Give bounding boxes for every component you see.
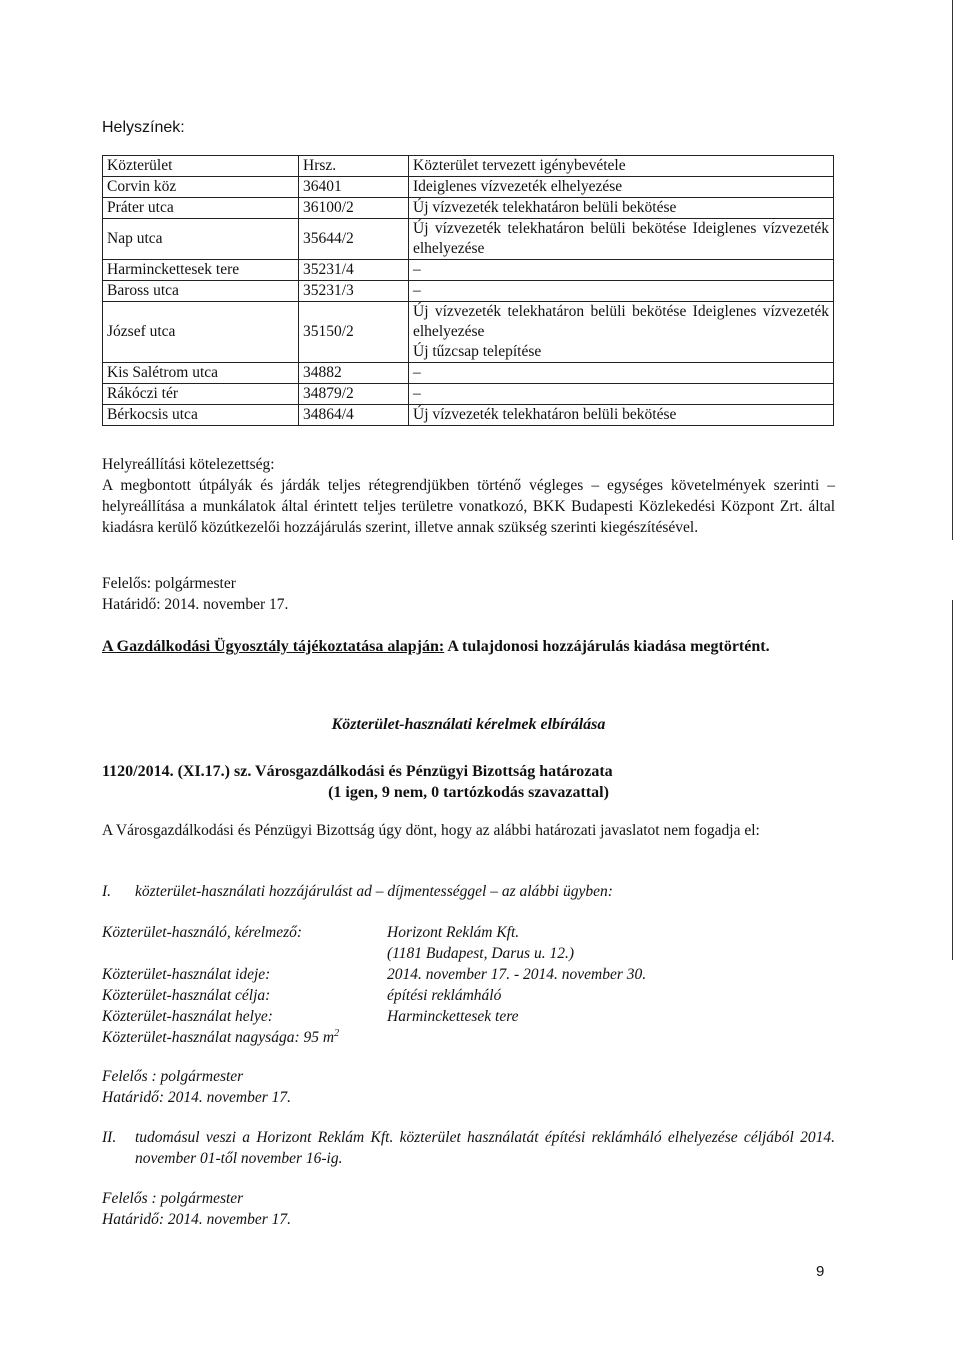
table-row xyxy=(103,405,834,426)
point-2-text: tudomásul veszi a Horizont Reklám Kft. közterület használatát építési reklámháló elhelyezése céljából 2014. november 01-től november 16-ig. xyxy=(135,1129,835,1167)
page-number: 9 xyxy=(816,1263,825,1280)
resolution-number: 1120/2014. (XI.17.) xyxy=(102,763,230,780)
planned-use-line: – xyxy=(413,261,421,278)
street-cell: Baross utca xyxy=(103,281,299,302)
deadline-1: Határidő: 2014. november 17. xyxy=(102,596,289,613)
table-row xyxy=(103,302,834,363)
size-text: Közterület-használat nagysága: 95 m xyxy=(102,1029,335,1046)
table-row xyxy=(103,177,834,198)
planned-use-line: Új vízvezeték telekhatáron belüli bekötése Ideiglenes vízvezeték elhelyezése xyxy=(413,220,829,257)
street-cell: József utca xyxy=(103,302,299,363)
planned-use-line: Új vízvezeték telekhatáron belüli bekötése Ideiglenes vízvezeték elhelyezése xyxy=(413,303,829,340)
resolution-line-1 xyxy=(102,761,613,782)
section-title: Közterület-használati kérelmek elbírálása xyxy=(331,716,606,733)
hrsz-cell: 35231/4 xyxy=(299,260,409,281)
table-header-row xyxy=(103,156,834,177)
table-row xyxy=(103,363,834,384)
applicant-label: Közterület-használó, kérelmező: xyxy=(102,924,303,941)
page-edge-line xyxy=(952,0,953,540)
responsible-1: Felelős: polgármester xyxy=(102,575,236,592)
planned-use-line: Új vízvezeték telekhatáron belüli bekötése xyxy=(413,406,677,423)
table-row xyxy=(103,198,834,219)
hrsz-cell: 35644/2 xyxy=(299,219,409,260)
street-cell: Harminckettesek tere xyxy=(103,260,299,281)
hrsz-cell: 35231/3 xyxy=(299,281,409,302)
responsible-3: Felelős : polgármester xyxy=(102,1190,244,1207)
resolution-title: sz. Városgazdálkodási és Pénzügyi Bizottság határozata xyxy=(230,763,613,780)
table-row xyxy=(103,384,834,405)
street-cell: Corvin köz xyxy=(103,177,299,198)
street-cell: Práter utca xyxy=(103,198,299,219)
page-edge-line xyxy=(952,600,953,960)
locations-title: Helyszínek: xyxy=(102,119,185,136)
planned-use-cell xyxy=(409,260,834,281)
planned-use-line: – xyxy=(413,282,421,299)
place-value: Harminckettesek tere xyxy=(387,1008,519,1025)
table-header-cell: Közterület tervezett igénybevétele xyxy=(409,156,834,177)
responsible-2: Felelős : polgármester xyxy=(102,1068,244,1085)
info-underlined: A Gazdálkodási Ügyosztály tájékoztatása alapján: xyxy=(102,638,445,655)
size-label xyxy=(102,1027,339,1048)
street-cell: Kis Salétrom utca xyxy=(103,363,299,384)
planned-use-cell xyxy=(409,405,834,426)
place-label: Közterület-használat helye: xyxy=(102,1008,273,1025)
planned-use-cell xyxy=(409,302,834,363)
time-value: 2014. november 17. - 2014. november 30. xyxy=(387,966,647,983)
applicant-address: (1181 Budapest, Darus u. 12.) xyxy=(387,945,574,962)
street-cell: Rákóczi tér xyxy=(103,384,299,405)
restoration-text: A megbontott útpályák és járdák teljes rétegrendjükben történő végleges – egységes követelmények szerinti – helyreállítása a munkálatok által érintett teljes területre vonatkozó, BKK Budapesti Közlekedési Központ Zrt. által kiadásra kerülő közútkezelői hozzájárulás szerint, illetve annak szükség szerinti kiegészítésével. xyxy=(102,477,835,536)
hrsz-cell: 34864/4 xyxy=(299,405,409,426)
table-row xyxy=(103,281,834,302)
restoration-heading: Helyreállítási kötelezettség: xyxy=(102,456,275,473)
info-rest: A tulajdonosi hozzájárulás kiadása megtörtént. xyxy=(444,638,770,655)
street-cell: Bérkocsis utca xyxy=(103,405,299,426)
planned-use-line: Ideiglenes vízvezeték elhelyezése xyxy=(413,178,623,195)
table-row xyxy=(103,260,834,281)
deadline-3: Határidő: 2014. november 17. xyxy=(102,1211,291,1228)
planned-use-line: – xyxy=(413,364,421,381)
info-paragraph xyxy=(102,636,835,657)
applicant-value: Horizont Reklám Kft. xyxy=(387,924,520,941)
street-cell: Nap utca xyxy=(103,219,299,260)
time-label: Közterület-használat ideje: xyxy=(102,966,271,983)
deadline-2: Határidő: 2014. november 17. xyxy=(102,1089,291,1106)
planned-use-cell xyxy=(409,177,834,198)
planned-use-cell xyxy=(409,384,834,405)
resolution-vote: (1 igen, 9 nem, 0 tartózkodás szavazattal) xyxy=(328,784,609,801)
table-header-cell: Közterület xyxy=(103,156,299,177)
table-row xyxy=(103,219,834,260)
planned-use-cell xyxy=(409,281,834,302)
table-header-cell: Hrsz. xyxy=(299,156,409,177)
planned-use-cell xyxy=(409,363,834,384)
planned-use-cell xyxy=(409,198,834,219)
point-2-number: II. xyxy=(102,1129,117,1146)
planned-use-line: Új vízvezeték telekhatáron belüli bekötése xyxy=(413,199,677,216)
point-1-number: I. xyxy=(102,883,112,900)
planned-use-cell xyxy=(409,219,834,260)
purpose-value: építési reklámháló xyxy=(387,987,502,1004)
locations-table-body xyxy=(103,156,834,426)
hrsz-cell: 34882 xyxy=(299,363,409,384)
planned-use-line: – xyxy=(413,385,421,402)
decision-text: A Városgazdálkodási és Pénzügyi Bizottság úgy dönt, hogy az alábbi határozati javaslatot nem fogadja el: xyxy=(102,822,760,839)
point-1-text: közterület-használati hozzájárulást ad – díjmentességgel – az alábbi ügyben: xyxy=(135,883,613,900)
hrsz-cell: 36100/2 xyxy=(299,198,409,219)
planned-use-line: Új tűzcsap telepítése xyxy=(413,343,542,360)
hrsz-cell: 34879/2 xyxy=(299,384,409,405)
hrsz-cell: 36401 xyxy=(299,177,409,198)
purpose-label: Közterület-használat célja: xyxy=(102,987,271,1004)
hrsz-cell: 35150/2 xyxy=(299,302,409,363)
locations-table xyxy=(102,155,834,426)
size-superscript: 2 xyxy=(334,1027,340,1039)
